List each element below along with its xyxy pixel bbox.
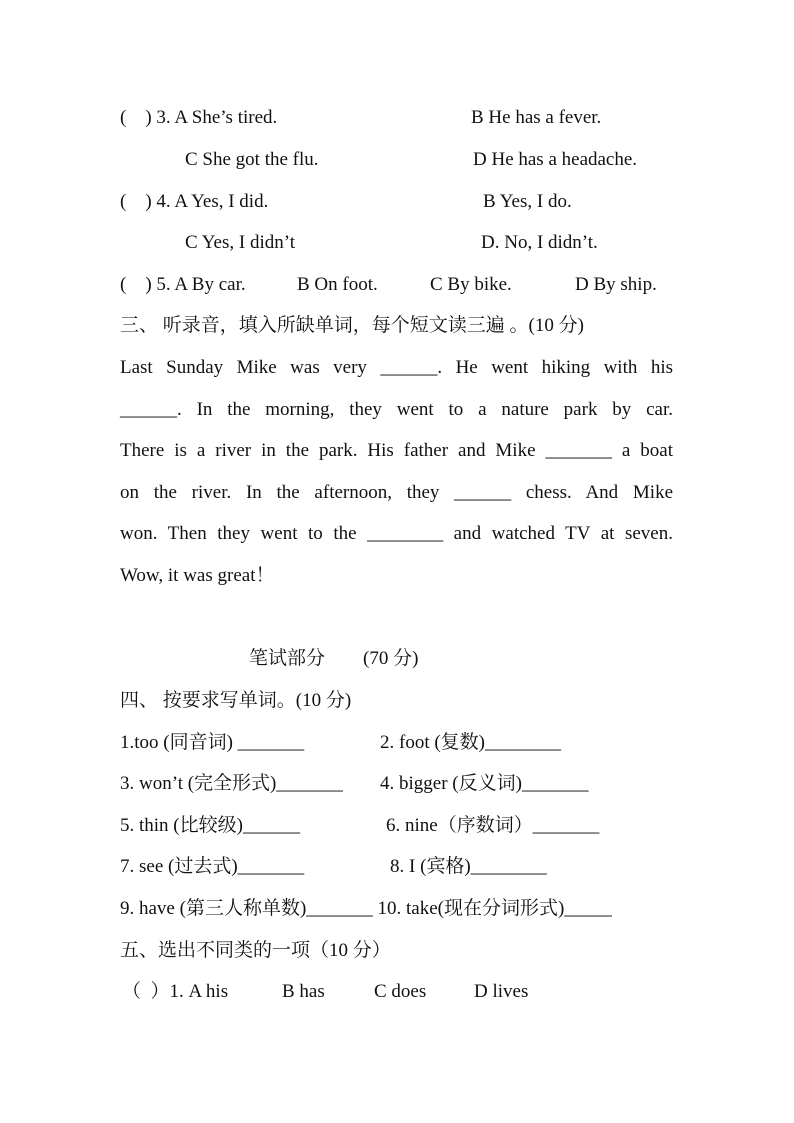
q5-option-d: D By ship. <box>575 274 657 295</box>
q4-option-b: B Yes, I do. <box>483 191 572 212</box>
passage-line-3: There is a river in the park. His father and Mike _______ a boat <box>120 440 673 461</box>
word-item-9-10: 9. have (第三人称单数)_______ 10. take(现在分词形式)_____ <box>120 898 612 919</box>
q3-option-d: D He has a headache. <box>473 149 638 170</box>
q5-option-a: ( ) 5. A By car. <box>120 274 246 295</box>
word-item-2: 2. foot (复数)________ <box>380 732 562 753</box>
q5-option-b: B On foot. <box>297 274 378 295</box>
written-part-title: 笔试部分 <box>249 648 326 669</box>
q4-option-d: D. No, I didn’t. <box>481 232 598 253</box>
q3-option-b: B He has a fever. <box>471 107 602 128</box>
word-item-6: 6. nine（序数词）_______ <box>386 815 600 836</box>
s5-q1-option-b: B has <box>282 981 325 1002</box>
word-item-4: 4. bigger (反义词)_______ <box>380 773 589 794</box>
section5-title: 五、选出不同类的一项（10 分） <box>120 940 391 961</box>
s5-q1-option-a: （ ）1. A his <box>122 981 229 1002</box>
section3-title: 三、 听录音，填入所缺单词，每个短文读三遍 。(10 分) <box>120 315 584 336</box>
q5-option-c: C By bike. <box>430 274 512 295</box>
word-item-7: 7. see (过去式)_______ <box>120 856 305 877</box>
q4-option-a: ( ) 4. A Yes, I did. <box>120 191 269 212</box>
s5-q1-option-d: D lives <box>474 981 529 1002</box>
q4-option-c: C Yes, I didn’t <box>185 232 295 253</box>
passage-line-6: Wow, it was great！ <box>120 565 275 586</box>
passage-line-1: Last Sunday Mike was very ______. He went hiking with his <box>120 357 673 378</box>
word-item-8: 8. I (宾格)________ <box>390 856 547 877</box>
q3-option-a: ( ) 3. A She’s tired. <box>120 107 278 128</box>
passage-line-2: ______. In the morning, they went to a nature park by car. <box>120 399 673 420</box>
passage-line-4: on the river. In the afternoon, they ______ chess. And Mike <box>120 482 673 503</box>
word-item-1: 1.too (同音词) _______ <box>120 732 305 753</box>
section4-title: 四、 按要求写单词。(10 分) <box>120 690 352 711</box>
passage-line-5: won. Then they went to the ________ and watched TV at seven. <box>120 523 673 544</box>
q3-option-c: C She got the flu. <box>185 149 319 170</box>
word-item-3: 3. won’t (完全形式)_______ <box>120 773 343 794</box>
written-part-score: (70 分) <box>363 648 419 669</box>
word-item-5: 5. thin (比较级)______ <box>120 815 300 836</box>
s5-q1-option-c: C does <box>374 981 427 1002</box>
